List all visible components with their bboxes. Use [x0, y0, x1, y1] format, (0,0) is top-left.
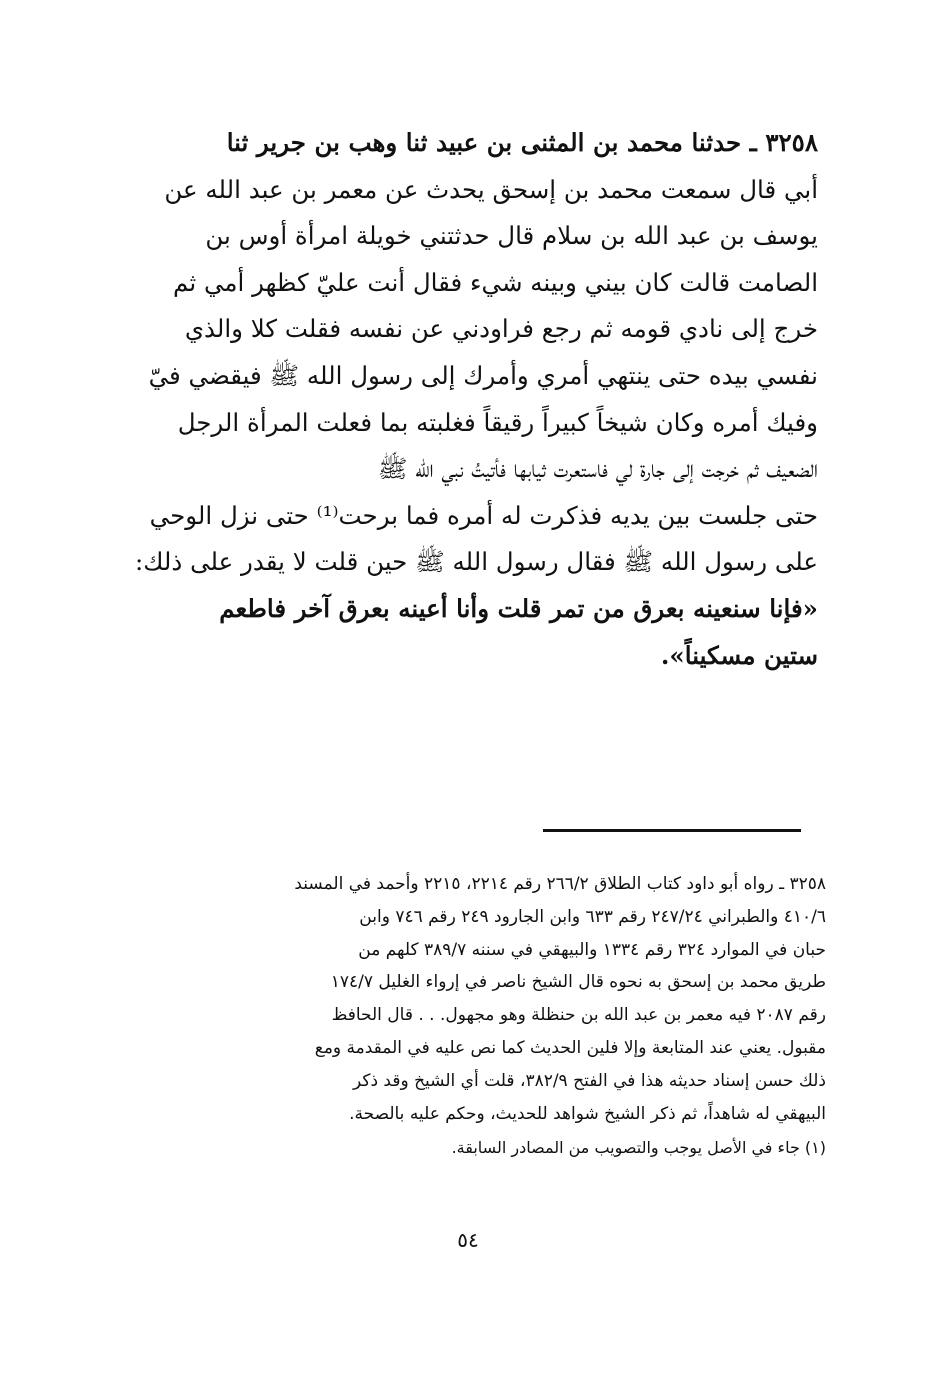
hadith-line: يوسف بن عبد الله بن سلام قال حدثتني خويلة امرأة أوس بن: [205, 221, 818, 251]
footnote-separator: [543, 829, 801, 832]
footnotes: [118, 868, 826, 1165]
footnote-line: حبان في الموارد ٣٢٤ رقم ١٣٣٤ والبيهقي في سننه ٣٨٩/٧ كلهم من: [358, 939, 826, 960]
hadith-line: الضعيف ثم خرجت إلى جارة لي فاستعرت ثيابها فأتيتُ نبي الله ﷺ: [377, 454, 818, 484]
hadith-line: أبي قال سمعت محمد بن إسحق يحدث عن معمر بن عبد الله عن: [164, 174, 818, 204]
hadith-line: على رسول الله ﷺ فقال رسول الله ﷺ حين قلت لا يقدر على ذلك:: [135, 547, 818, 577]
footnote-line: رقم ٢٠٨٧ فيه معمر بن عبد الله بن حنظلة وهو مجهول. . . قال الحافظ: [331, 1005, 826, 1026]
hadith-line: خرج إلى نادي قومه ثم رجع فراودني عن نفسه فقلت كلا والذي: [184, 314, 818, 344]
footnote-line: البيهقي له شاهداً، ثم ذكر الشيخ شواهد للحديث، وحكم عليه بالصحة.: [349, 1103, 826, 1124]
hadith-line: حتى جلست بين يديه فذكرت له أمره فما برحت⁽¹⁾ حتى نزل الوحي: [149, 500, 818, 530]
footnote-line: ذلك حسن إسناد حديثه هذا في الفتح ٣٨٢/٩، قلت أي الشيخ وقد ذكر: [352, 1070, 826, 1091]
hadith-quote-line: ستين مسكيناً».: [660, 640, 818, 670]
footnote-note-1: (١) جاء في الأصل يوجب والتصويب من المصادر السابقة.: [451, 1138, 826, 1158]
footnote-line: ٣٢٥٨ ـ رواه أبو داود كتاب الطلاق ٢٦٦/٢ رقم ٢٢١٤، ٢٢١٥ وأحمد في المسند: [294, 874, 826, 894]
hadith-line: ٣٢٥٨ ـ حدثنا محمد بن المثنى بن عبيد ثنا وهب بن جرير ثنا: [226, 128, 818, 157]
footnote-line: ٤١٠/٦ والطبراني ٢٤٧/٢٤ رقم ٦٣٣ وابن الجارود ٢٤٩ رقم ٧٤٦ وابن: [359, 906, 826, 927]
hadith-line: نفسي بيده حتى ينتهي أمري وأمرك إلى رسول الله ﷺ فيقضي فيّ: [148, 360, 818, 390]
hadith-body: [122, 120, 818, 679]
footnote-line: طريق محمد بن إسحق به نحوه قال الشيخ ناصر في إرواء الغليل ١٧٤/٧: [330, 972, 826, 993]
hadith-quote-line: «فإنا سنعينه بعرق من تمر قلت وأنا أعينه بعرق آخر فاطعم: [219, 593, 818, 623]
footnote-line: مقبول. يعني عند المتابعة وإلا فلين الحديث كما نص عليه في المقدمة ومع: [314, 1037, 826, 1058]
hadith-line: الصامت قالت كان بيني وبينه شيء فقال أنت عليّ كظهر أمي ثم: [173, 267, 818, 297]
hadith-line: وفيك أمره وكان شيخاً كبيراً رقيقاً فغلبته بما فعلت المرأة الرجل: [177, 407, 818, 437]
page-number: ٥٤: [457, 1228, 479, 1252]
